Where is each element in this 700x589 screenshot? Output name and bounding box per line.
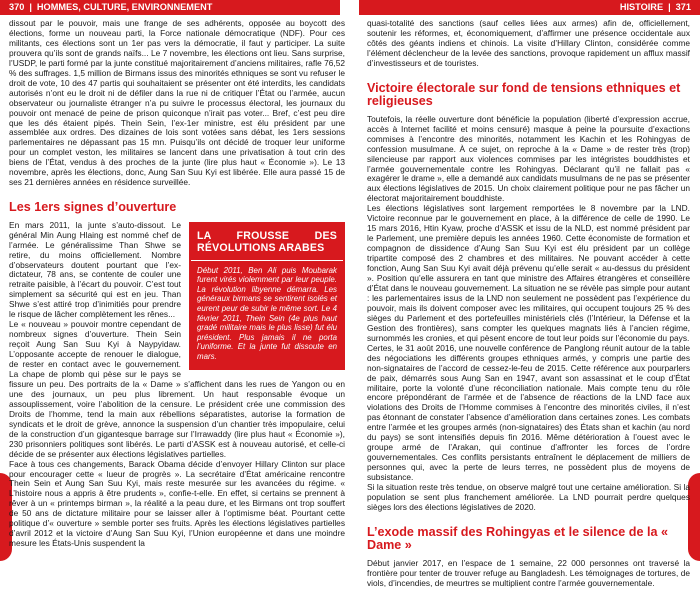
right-section-title: HISTOIRE [619,2,664,12]
section-heading: L’exode massif des Rohingyas et le silence de la « Dame » [367,524,668,553]
paragraph: quasi-totalité des sanctions (sauf celles liées aux armes) afin de, officiellement, soutenir les réformes, et, économiquement, d’affirmer une présence occidentale aux côtés des géants indiens et chinois. La visite d’Hillary Clinton, considérée comme l’élément déclencheur de la levée des sanctions, provoque rapidement un afflux massif d’investisseurs et de touristes. [367,18,690,68]
right-column [367,19,690,589]
right-page-header [359,0,700,15]
sidebar-box-text: Début 2011, Ben Ali puis Moubarak furent virés violemment par leur peuple. La révolution libyenne démarra. Les généraux birmans se sentirent isolés et eurent peur de subir le même sort. Le 4 février 2011, Thein Sein (4e plus haut gradé militaire mais le plus lisse) fut élu président. Plus jamais il ne porta l’uniforme. Et la junte fut dissoute en mars. [191,260,343,368]
paragraph: Si la situation reste très tendue, on observe malgré tout une certaine amélioration. Si la population se sent plus franchement améliorée. La LND pourrait perdre quelques sièges lors des élections législatives de 2020. [367,482,690,512]
paragraph: Le « nouveau » pouvoir montre cependant de nombreux signes d’ouverture. Thein Sein reçoit Aung San Suu Kyi à Naypyidaw. L’opposante accepte de renouer le dialogue, de rester en contact avec le gouvernement. La chape de plomb qui pèse sur le pays se fissure un peu. Des portraits de la « Dame » s’affichent dans les rues de Yangon ou en une des journaux, un peu plus librement. Un haut responsable évoque un assouplissement, voire l’abolition de la censure. Le président crée une commission des Droits de l’homme, tend la main aux rébellions séparatistes, autorise la formation de syndicats et le droit de grève, annonce la suspension d’un chantier très impopulaire, celui de la construction d’un gigantesque barrage sur l’Irrawaddy (lire plus haut « Économie »), 230 prisonniers politiques sont libérés. Le parti d’ASSK est à nouveau autorisé, et celle-ci décide de se présenter aux élections législatives partielles. [9,319,345,459]
paragraph: Les élections législatives sont largement remportées le 8 novembre par la LND. Victoire reconnue par le gouvernement en place, à la différence de celle de 1990. Le 15 mars 2016, Htin Kyaw, proche d’ASSK et issu de la NLD, est nommé président par le Parlement, une première depuis les années 1960. Cette économiste de formation et compagnon de dissidence d’Aung San Suu Kyi est élu président par un collège tripartite composé des 2 chambres et des militaires. Ne pouvant accéder à cette fonction, Aung San Suu Kyi avait déjà prévenu qu’elle serait « au-dessus du président ». Position qu’elle assurera en tant que ministre des Affaires étrangères et conseillère d’État dans le nouveau gouvernement. La situation ne se révèle pas simple pour autant : les parlementaires issus de la LND non seulement ne possèdent pas l’expérience du pouvoir, mais ils doivent composer avec les militaires, qui occupent toujours 25 % des sièges du Parlement et des portefeuilles ministériels clés (l’Intérieur, la Défense et la Gestion des frontières), sans compter les quelques magnats liés à l’ancien régime, surnommés les cronies, et qui pèsent encore de tout leur poids sur l’économie du pays. [367,203,690,343]
paragraph: Certes, le 31 août 2016, une nouvelle conférence de Panglong réunit autour de la table des négociations les différents groupes ethniques armés, y compris une partie des non-signataires de l’accord de cessez-le-feu de 2015. Cette référence aux pourparlers de paix, démarrés sous Aung San en 1947, avant son assassinat et le coup d’État militaire, porte la volonté d’une réconciliation nationale. Mais compte tenu du rôle encore prépondérant de l’armée et de l’absence de réactions de la LND face aux violations des Droits de l’Homme commises à l’encontre des minorités civiles, il n’est pas étonnant de constater l’absence d’amélioration dans certaines zones. Les combats entre l’armée et les groupes armés (non-signataires) des États shan et kachin (au nord du pays) se sont intensifiés depuis fin 2016. Même détérioration à l’ouest avec le groupe armé de l’Arakan, qui continue d’affronter les forces de l’ordre gouvernementales. Ces conflits persistants entraînent le déplacement de milliers de personnes qui, avec la perte de leurs terres, ne possèdent plus de moyens de subsistance. [367,342,690,483]
section-heading: Les 1ers signes d’ouverture [9,200,177,215]
left-section-title: HOMMES, CULTURE, ENVIRONNEMENT [36,2,213,12]
paragraph: En mars 2011, la junte s’auto-dissout. Le général Min Aung Hlaing est nommé chef de l’armée. Le généralissime Than Shwe se retire, du moins officiellement. Nombre d’observateurs doutent pourtant que l’ex-dictateur, 78 ans, se contente de couler une retraite paisible, à l’écart du pouvoir. C’est tout simplement sa sécurité qui est en jeu. Than Shwe s’est attiré trop d’inimitiés pour prendre le risque de lâcher complètement les rênes... [9,219,181,320]
paragraph: Début janvier 2017, en l’espace de 1 semaine, 22 000 personnes ont traversé la frontière pour tenter de trouver refuge au Bangladesh. Les témoignages de tortures, de viols, d’incendies, de meurtres se multiplient contre l’armée gouvernementale. [367,557,690,588]
sidebar-box-title: LA FROUSSE DES RÉVOLUTIONS ARABES [191,224,343,260]
section-heading: Victoire électorale sur fond de tensions ethniques et religieuses [367,80,681,109]
paragraph: dissout par le pouvoir, mais une frange de ses adhérents, opposée au boycott des élections, forme un nouveau parti, la Force nationale démocratique (NDF). Pour ces militants, ces élections sont un 1er pas vers la démocratie, il faut y participer. La suite prouvera qu’ils sont de grands naïfs... Le 7 novembre, les élections ont lieu. Sans surprise, l’USDP, le parti formé par la junte constitué majoritairement d’anciens militaires, rafle 76,52 % des suffrages. 1,5 million de Birmans issus des minorités ethniques se sont vu refuser le droit de vote, 10 des 47 partis qui souhaitaient se présenter ont été interdits, les candidats autorisés n’ont eu le droit ni de défiler dans la rue ni de critiquer l’État ou l’armée, aucun observateur ou journaliste étranger n’a pu suivre le processus électoral, les journaux du pouvoir ont menacé de peine de prison quiconque n’irait pas voter... Bref, c’est peu dire que les dés étaient pipés. Thein Sein, l’ex-1er ministre, est élu président par une assemblée aux ordres. Des dizaines de lois sont votées sans débat, les 1ers sessions parlementaires ne dépassant pas 15 mn. Puisqu’ils ont décidé de troquer leur uniforme pour un complet veston, les militaires se lancent dans une privatisation à tout crin des biens de l’État, vendus à des proches de la junte (lire plus haut « Économie »). Le 13 novembre, après les élections, donc, Aung San Suu Kyi est libérée. Elle aura passé 15 de ses 21 dernières années en résidence surveillée. [9,18,345,188]
left-page-number: 370 [9,2,25,12]
left-page-header [0,0,340,15]
paragraph: Toutefois, la réelle ouverture dont bénéficie la population (liberté d’expression accrue, accès à Internet facilité et moins censuré) masque à peine la poursuite d’exactions commises à l’encontre des minorités, notamment les Kachin et les Rohingyas de confession musulmane. À ce sujet, on reproche à la « Dame » de rester très (trop) silencieuse par rapport aux violences commises par les intégristes bouddhistes et l’armée gouvernementale contre les Rohingyas. Déclarant qu’il ne fallait pas « exagérer le drame », elle a demandé aux candidats musulmans de ne pas se présenter aux élections législatives de 2015. Un choix clairement politique pour ne pas fâcher un électorat majoritairement bouddhiste. [367,113,690,204]
left-column [9,19,345,549]
header-separator: | [29,2,32,12]
paragraph: Face à tous ces changements, Barack Obama décide d’envoyer Hillary Clinton sur place pour encourager cette « lueur de progrès ». La secrétaire d’État américaine rencontre Thein Sein et Aung San Suu Kyi, mais reste mesurée sur les avancées du régime. « L’histoire nous a appris à être prudents », confie-t-elle. En effet, si certains se prennent à rêver à un « printemps birman », la réalité a la peau dure, et les Birmans ont trop souffert de 50 ans de dictature militaire pour se laisser aller à l’optimisme béat. Pourtant cette politique d’« ouverture » semble porter ses fruits. Après les élections législatives partielles d’avril 2012 et la victoire d’Aung San Suu Kyi, l’Union européenne et dans une moindre mesure les États-Unis suspendent la [9,458,345,549]
sidebar-box [189,222,345,370]
right-page-number: 371 [675,2,691,12]
header-separator: | [668,2,671,12]
section-body [9,221,345,549]
